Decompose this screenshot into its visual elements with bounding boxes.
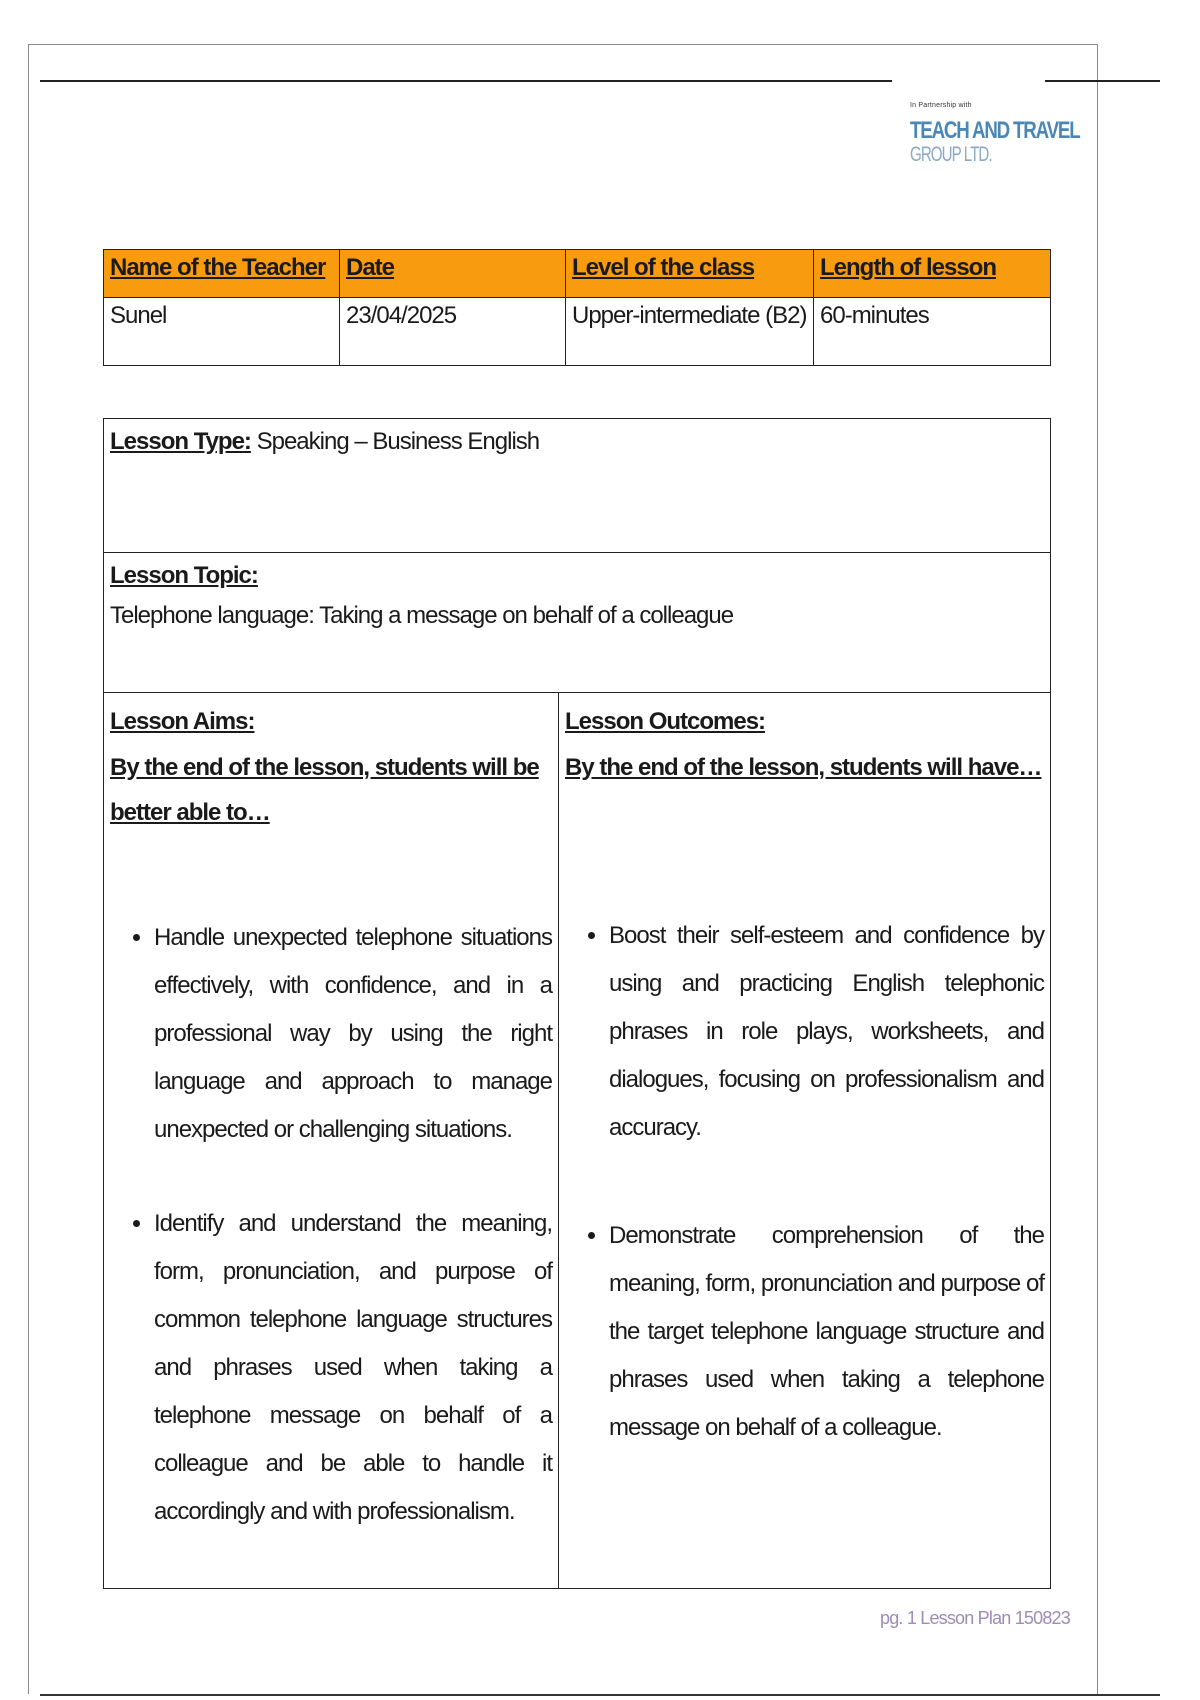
top-rule-right [1045,80,1160,82]
lesson-aims-cell [104,693,559,1589]
lesson-topic-label: Lesson Topic: [110,562,258,589]
outcomes-list [565,912,1044,1452]
aims-item: • Identify and understand the meaning, form, pronunciation, and purpose of common telephone language structures and phrases used when taking a telephone message on behalf of a colleague and be able to handle it accordingly and with professionalism. [154,1200,552,1536]
value-teacher: Sunel [104,298,340,366]
outcomes-intro: By the end of the lesson, students will have… [565,753,1042,781]
logo-line2: GROUP LTD. [910,143,992,166]
company-logo [910,102,1080,167]
lesson-info-table [103,249,1051,366]
outcomes-label: Lesson Outcomes: [565,708,766,735]
lesson-topic-value: Telephone language: Taking a message on behalf of a colleague [110,601,734,629]
bottom-rule [40,1694,1160,1696]
header-level: Level of the class [566,250,814,298]
info-value-row [104,298,1051,366]
aims-intro: By the end of the lesson, students will be better able to… [110,753,539,827]
outcomes-item: • Demonstrate comprehension of the meaning, form, pronunciation and purpose of the target telephone language structure and phrases used when taking a telephone message on behalf of a colleague. [609,1212,1044,1452]
value-date: 23/04/2025 [340,298,566,366]
value-length: 60-minutes [814,298,1051,366]
lesson-topic-cell [104,553,1051,693]
lesson-type-cell [104,419,1051,553]
logo-partnership-text: In Partnership with [910,102,972,109]
page-footer: pg. 1 Lesson Plan 150823 [880,1608,1070,1628]
lesson-outcomes-cell [559,693,1051,1589]
lesson-plan-table [103,418,1051,1589]
lesson-type-value: Speaking – Business English [250,428,540,455]
aims-label: Lesson Aims: [110,708,255,735]
aims-item: • Handle unexpected telephone situations effectively, with confidence, and in a professional way by using the right language and approach to manage unexpected or challenging situations. [154,914,552,1154]
info-header-row [104,250,1051,298]
header-teacher: Name of the Teacher [104,250,340,298]
header-date: Date [340,250,566,298]
header-length: Length of lesson [814,250,1051,298]
logo-line1: TEACH AND TRAVEL [910,117,1080,144]
outcomes-item: • Boost their self-esteem and confidence by using and practicing English telephonic phrases in role plays, worksheets, and dialogues, focusing on professionalism and accuracy. [609,912,1044,1152]
aims-list [110,914,552,1536]
lesson-type-label: Lesson Type: [110,428,251,455]
top-rule-left [40,80,892,82]
value-level: Upper-intermediate (B2) [566,298,814,366]
